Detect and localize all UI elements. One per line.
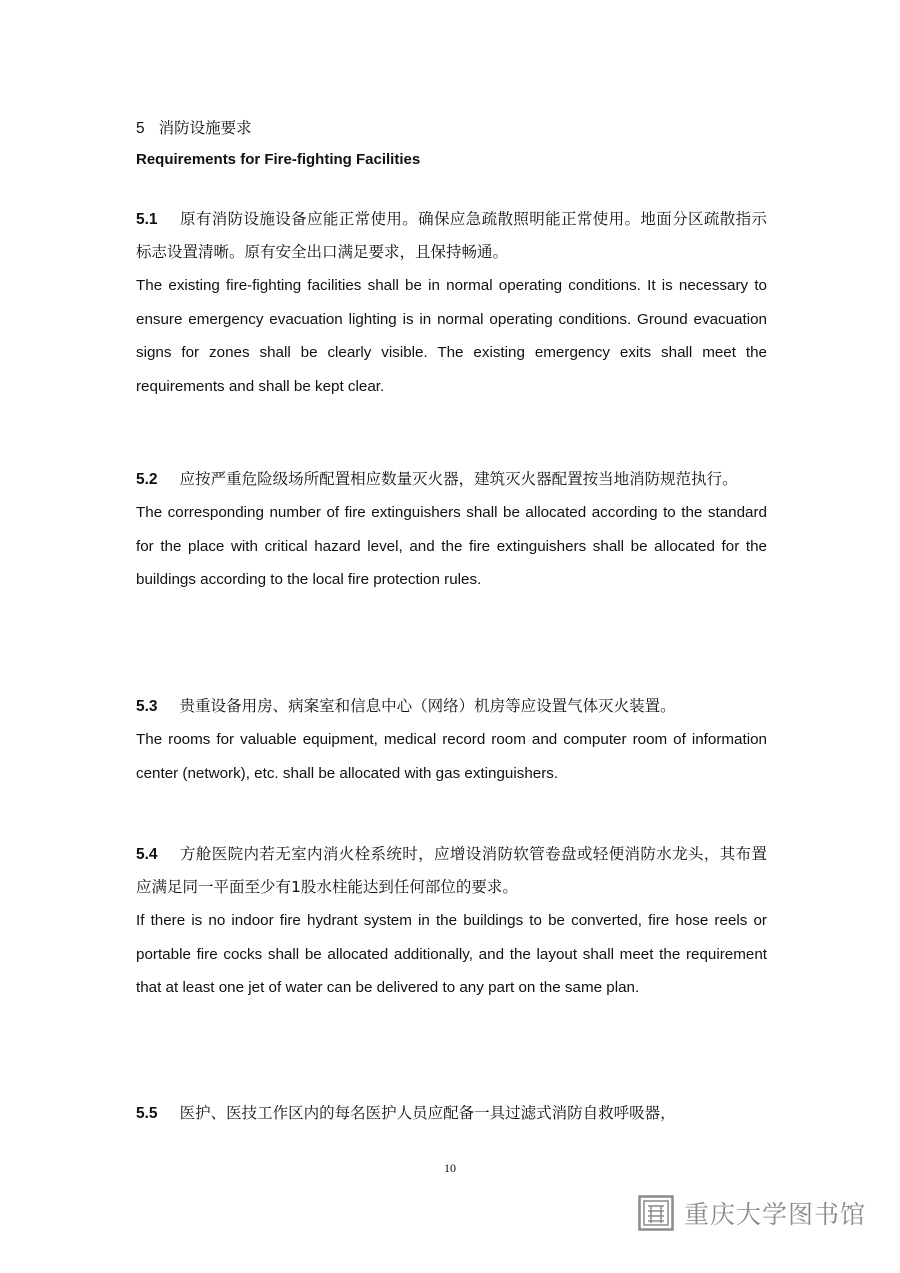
- library-seal-icon: [638, 1195, 674, 1231]
- clause-text-en: If there is no indoor fire hydrant system in the buildings to be converted, fire hose reels or portable fire cocks shall be allocated additionally, and the layout shall meet the requirement that at least one jet of water can be delivered to any part on the same plan.: [136, 912, 767, 996]
- clause-number: 5.3: [136, 698, 158, 715]
- clause-text-zh: [136, 838, 767, 904]
- clause-body-zh: 医护、医技工作区内的每名医护人员应配备一具过滤式消防自救呼吸器，: [179, 1104, 676, 1122]
- clause-number: 5.4: [136, 846, 158, 863]
- page-number: 10: [444, 1161, 456, 1175]
- clause-number: 5.2: [136, 471, 158, 488]
- clause-body-zh: 贵重设备用房、病案室和信息中心（网络）机房等应设置气体灭火装置。: [179, 697, 676, 715]
- clause-body-zh: 应按严重危险级场所配置相应数量灭火器，建筑灭火器配置按当地消防规范执行。: [179, 470, 738, 488]
- clause-number: 5.5: [136, 1105, 158, 1122]
- clause-text-zh: [136, 463, 767, 496]
- clause-text-zh: [136, 1097, 767, 1130]
- clause-5-2: [136, 463, 767, 597]
- clause-text-en: The existing fire-fighting facilities shall be in normal operating conditions. It is necessary to ensure emergency evacuation lighting is in normal operating conditions. Ground evacuation signs for zones shall be clearly visible. The existing emergency exits shall meet the requirements and shall be kept clear.: [136, 277, 767, 395]
- clause-body-zh: 原有消防设施设备应能正常使用。确保应急疏散照明能正常使用。地面分区疏散指示标志设置清晰。原有安全出口满足要求，且保持畅通。: [136, 210, 767, 261]
- clause-text-en: The corresponding number of fire extinguishers shall be allocated according to the standard for the place with critical hazard level, and the fire extinguishers shall be allocated for the buildings according to the local fire protection rules.: [136, 504, 767, 588]
- clause-text-en: The rooms for valuable equipment, medical record room and computer room of information center (network), etc. shall be allocated with gas extinguishers.: [136, 731, 767, 782]
- clause-text-zh: [136, 203, 767, 269]
- clause-5-5: [136, 1097, 767, 1130]
- clause-body-zh: 方舱医院内若无室内消火栓系统时，应增设消防软管卷盘或轻便消防水龙头，其布置应满足同一平面至少有1股水柱能达到任何部位的要求。: [136, 845, 767, 896]
- watermark: [638, 1193, 878, 1233]
- clause-5-1: [136, 203, 767, 403]
- clause-5-4: [136, 838, 767, 1005]
- section-heading-zh: [136, 116, 252, 138]
- clause-number: 5.1: [136, 211, 158, 228]
- watermark-text: 重庆大学图书馆: [684, 1200, 867, 1229]
- section-title-zh: 消防设施要求: [158, 119, 252, 137]
- section-title-en: Requirements for Fire-fighting Facilities: [136, 151, 421, 168]
- clause-5-3: [136, 690, 767, 790]
- clause-text-zh: [136, 690, 767, 723]
- section-number: 5: [136, 120, 145, 137]
